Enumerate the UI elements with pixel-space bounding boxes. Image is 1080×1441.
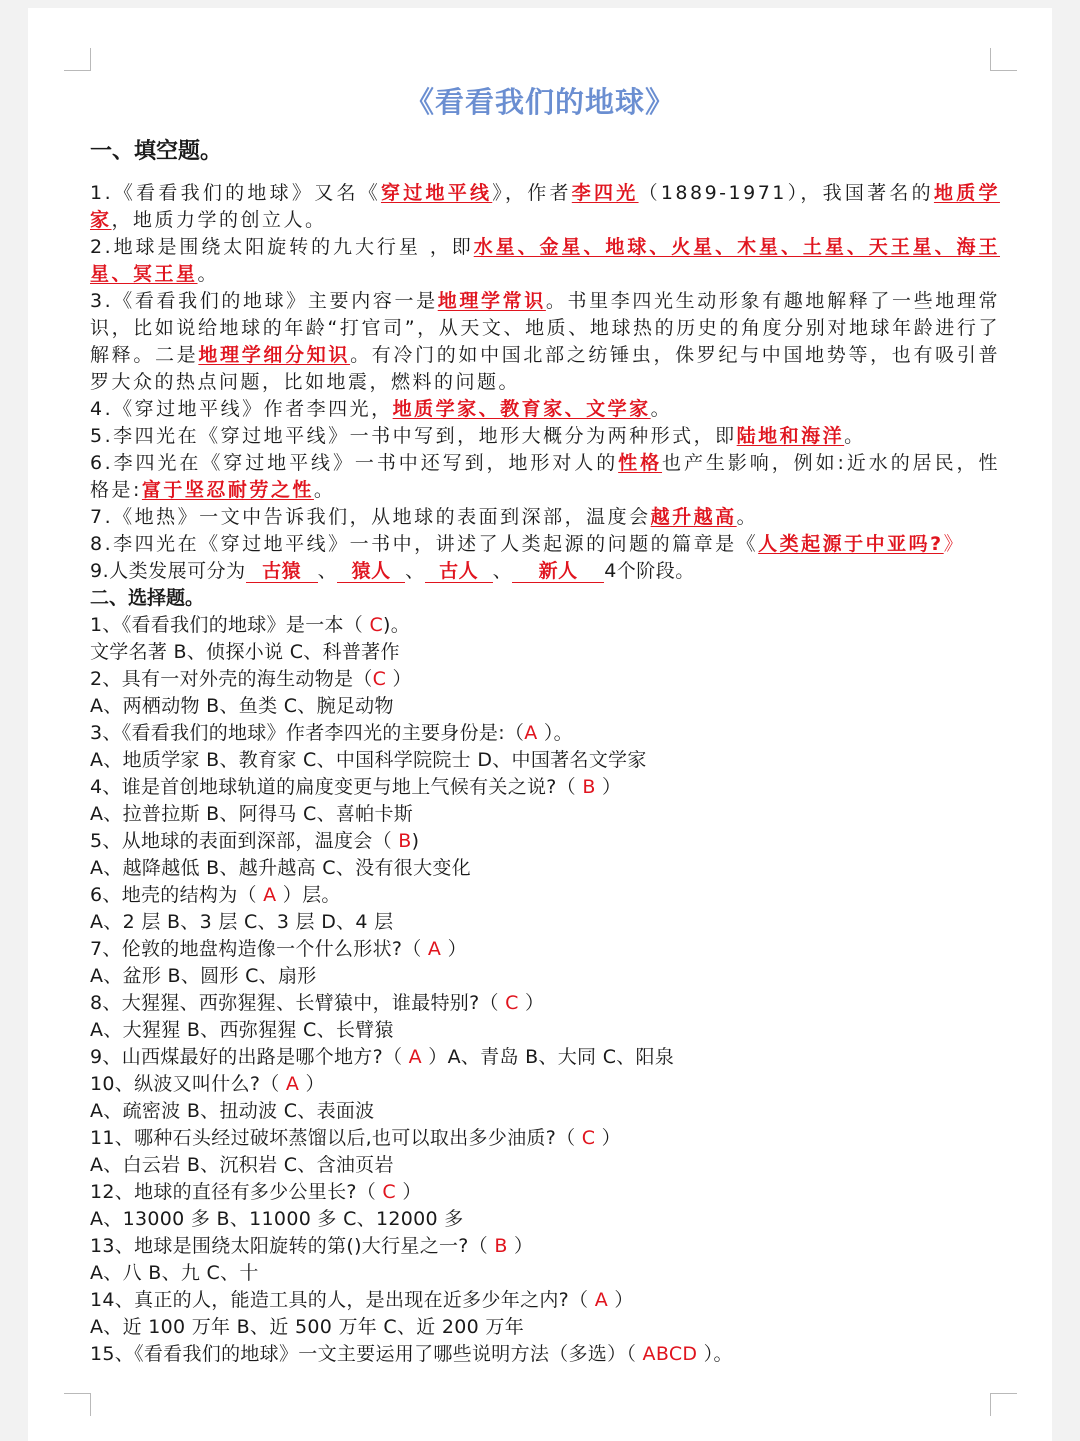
choice-question: 4、谁是首创地球轨道的扁度变更与地上气候有关之说?（ B ） bbox=[90, 776, 622, 798]
answer-mark: C bbox=[372, 668, 387, 690]
corner-mark bbox=[990, 1393, 1017, 1416]
answer-mark: B bbox=[582, 776, 596, 798]
choice-options: A、地质学家 B、教育家 C、中国科学院院士 D、中国著名文学家 bbox=[90, 749, 647, 771]
choice-question: 5、从地球的表面到深部，温度会（ B) bbox=[90, 830, 420, 852]
section-heading-choice: 二、选择题。 bbox=[90, 587, 205, 609]
fill-question-2: 2.地球是围绕太阳旋转的九大行星 ，即水星、金星、地球、火星、木星、土星、天王星、海王星、冥王星。 bbox=[90, 236, 1000, 285]
choice-question-list bbox=[90, 612, 1000, 1368]
section-heading-fill: 一、填空题。 bbox=[90, 139, 223, 164]
answer-mark: A bbox=[263, 884, 277, 906]
choice-question: 12、地球的直径有多少公里长?（ C ） bbox=[90, 1181, 422, 1203]
fill-question-9: 9.人类发展可分为 古猿 、 猿人 、 古人 、 新人 4个阶段。 bbox=[90, 560, 695, 582]
choice-question: 9、山西煤最好的出路是哪个地方?（ A ）A、青岛 B、大同 C、阳泉 bbox=[90, 1046, 675, 1068]
fill-question-3: 3.《看看我们的地球》主要内容一是地理学常识。书里李四光生动形象有趣地解释了一些地理常识，比如说给地球的年龄“打官司”，从天文、地质、地球热的历史的角度分别对地球年龄进行了解释。二是地理学细分知识。有冷门的如中国北部之纺锤虫，侏罗纪与中国地势等，也有吸引普罗大众的热点问题，比如地震，燃料的问题。 bbox=[90, 290, 1000, 393]
choice-question: 2、具有一对外壳的海生动物是（C ） bbox=[90, 668, 412, 690]
choice-question: 11、哪种石头经过破坏蒸馏以后,也可以取出多少油质?（ C ） bbox=[90, 1127, 621, 1149]
choice-question: 3、《看看我们的地球》作者李四光的主要身份是:（A ）。 bbox=[90, 722, 573, 744]
document-page bbox=[28, 8, 1052, 1441]
answer-mark: C bbox=[382, 1181, 396, 1203]
choice-question: 6、地壳的结构为（ A ）层。 bbox=[90, 884, 341, 906]
corner-mark bbox=[64, 48, 91, 71]
choice-options: A、两栖动物 B、鱼类 C、腕足动物 bbox=[90, 695, 394, 717]
fill-question-4: 4.《穿过地平线》作者李四光，地质学家、教育家、文学家。 bbox=[90, 398, 673, 420]
choice-options: A、13000 多 B、11000 多 C、12000 多 bbox=[90, 1208, 464, 1230]
answer-mark: C bbox=[369, 614, 384, 636]
answer-mark: B bbox=[494, 1235, 508, 1257]
fill-question-6: 6.李四光在《穿过地平线》一书中还写到，地形对人的性格也产生影响，例如:近水的居民，性格是:富于坚忍耐劳之性。 bbox=[90, 452, 1000, 501]
choice-question: 15、《看看我们的地球》一文主要运用了哪些说明方法（多选）（ ABCD ）。 bbox=[90, 1343, 733, 1365]
corner-mark bbox=[64, 1393, 91, 1416]
answer-mark: C bbox=[505, 992, 519, 1014]
choice-options: A、盆形 B、圆形 C、扇形 bbox=[90, 965, 317, 987]
choice-options: A、越降越低 B、越升越高 C、没有很大变化 bbox=[90, 857, 471, 879]
choice-options: A、近 100 万年 B、近 500 万年 C、近 200 万年 bbox=[90, 1316, 525, 1338]
fill-question-8: 8.李四光在《穿过地平线》一书中，讲述了人类起源的问题的篇章是《人类起源于中亚吗?》 bbox=[90, 533, 966, 555]
corner-mark bbox=[990, 48, 1017, 71]
choice-options: A、大猩猩 B、西弥猩猩 C、长臂猿 bbox=[90, 1019, 394, 1041]
choice-question: 13、地球是围绕太阳旋转的第()大行星之一?（ B ） bbox=[90, 1235, 534, 1257]
fill-question-7: 7.《地热》一文中告诉我们，从地球的表面到深部，温度会越升越高。 bbox=[90, 506, 759, 528]
answer-mark: A bbox=[594, 1289, 609, 1311]
choice-options: A、2 层 B、3 层 C、3 层 D、4 层 bbox=[90, 911, 394, 933]
answer-mark: ABCD bbox=[642, 1343, 698, 1365]
document-body bbox=[90, 136, 1000, 1368]
answer-mark: A bbox=[524, 722, 538, 744]
choice-question: 10、纵波又叫什么?（ A ） bbox=[90, 1073, 325, 1095]
answer-mark: C bbox=[581, 1127, 596, 1149]
choice-options: A、八 B、九 C、十 bbox=[90, 1262, 259, 1284]
fill-question-1: 1.《看看我们的地球》又名《穿过地平线》，作者李四光（1889-1971），我国著名的地质学家，地质力学的创立人。 bbox=[90, 182, 1000, 231]
answer-mark: A bbox=[408, 1046, 422, 1068]
choice-question: 14、真正的人，能造工具的人，是出现在近多少年之内?（ A ） bbox=[90, 1289, 634, 1311]
choice-question: 8、大猩猩、西弥猩猩、长臂猿中，谁最特别?（ C ） bbox=[90, 992, 545, 1014]
choice-question: 7、伦敦的地盘构造像一个什么形状?（ A ） bbox=[90, 938, 467, 960]
choice-options: A、疏密波 B、扭动波 C、表面波 bbox=[90, 1100, 375, 1122]
answer-mark: A bbox=[285, 1073, 300, 1095]
choice-options: A、白云岩 B、沉积岩 C、含油页岩 bbox=[90, 1154, 394, 1176]
choice-options: 文学名著 B、侦探小说 C、科普著作 bbox=[90, 641, 400, 663]
choice-options: A、拉普拉斯 B、阿得马 C、喜帕卡斯 bbox=[90, 803, 414, 825]
answer-mark: A bbox=[427, 938, 442, 960]
choice-question: 1、《看看我们的地球》是一本（ C)。 bbox=[90, 614, 411, 636]
page-title: 《看看我们的地球》 bbox=[404, 85, 675, 119]
fill-question-5: 5.李四光在《穿过地平线》一书中写到，地形大概分为两种形式，即陆地和海洋。 bbox=[90, 425, 866, 447]
answer-mark: B bbox=[398, 830, 412, 852]
